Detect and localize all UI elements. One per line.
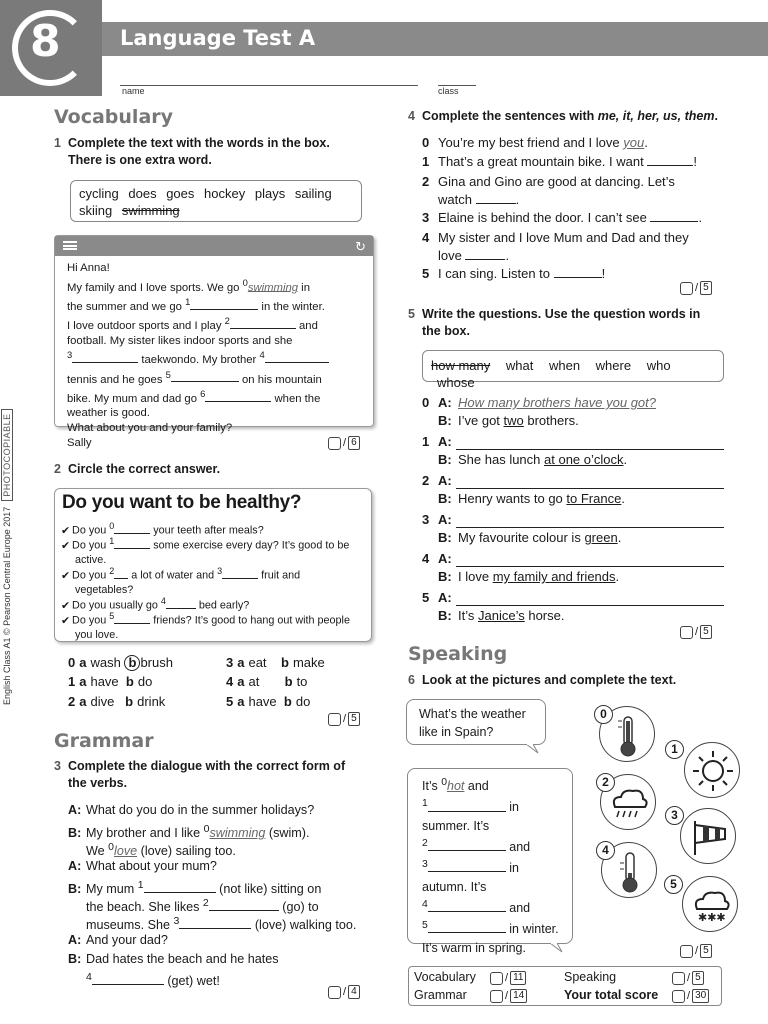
check-icon: ✔ xyxy=(61,524,71,537)
score-box[interactable] xyxy=(680,945,693,958)
ex3-instruction-1: Complete the dialogue with the correct form of xyxy=(68,759,346,773)
option-a[interactable]: have xyxy=(90,674,119,689)
word-item-used: swimming xyxy=(121,203,180,218)
score-box[interactable] xyxy=(328,437,341,450)
health-item: ✔ Do you $^2$ a lot of water and $^3$ fruit and vegetables? xyxy=(61,566,301,597)
health-blank-0[interactable] xyxy=(114,523,150,534)
option-row: 0 a wash b brush xyxy=(68,655,173,670)
ex5-item-0: 0 A: How many brothers have you got? B: I’ve got two brothers. xyxy=(422,395,656,428)
picture-number: 3 xyxy=(665,806,684,825)
name-label: name xyxy=(122,86,145,96)
sun-icon xyxy=(684,742,740,798)
ex5-score: / 5 xyxy=(680,625,712,639)
ex5-instruction: 5 Write the questions. Use the question words in the box. xyxy=(408,307,701,338)
word-item: skiing xyxy=(79,203,113,218)
option-row: 2 a dive b drink xyxy=(68,694,166,709)
page-title: Language Test A xyxy=(120,26,316,50)
question-line-5[interactable] xyxy=(456,605,724,606)
windsock-icon xyxy=(680,808,736,864)
word-item: goes xyxy=(166,186,195,201)
ex2-number: 2 xyxy=(54,462,61,476)
option-a[interactable]: eat xyxy=(248,655,267,670)
ex5-item-2: 2 A: B: Henry wants to go to France. xyxy=(422,473,625,506)
check-icon: ✔ xyxy=(61,599,71,612)
question-line-4[interactable] xyxy=(456,566,724,567)
ex2-instruction xyxy=(54,461,220,478)
health-item: ✔ Do you $^0$ your teeth after meals? xyxy=(61,521,264,537)
ex1-word-box xyxy=(70,180,362,222)
summary-grammar-score: / 14 xyxy=(490,989,527,1003)
email-line: bike. My mum and dad go $^6$ when the xyxy=(67,387,321,405)
ex1-instruction-1: Complete the text with the words in the box. xyxy=(68,136,330,150)
ex4-item: 3 Elaine is behind the door. I can’t see . xyxy=(422,210,703,225)
ex4-blank-4[interactable] xyxy=(465,249,505,260)
score-total: 4 xyxy=(348,985,360,999)
unit-number: 8 xyxy=(30,16,61,67)
dialogue-line: B: My mum $^1$ (not like) sitting on xyxy=(68,879,322,897)
word-item: plays xyxy=(254,186,286,201)
speaking-blank-4[interactable] xyxy=(428,901,506,912)
health-blank-1[interactable] xyxy=(114,538,150,549)
option-row: 3 a eat b make xyxy=(226,655,325,670)
email-line: weather is good. xyxy=(67,407,150,420)
ex4-item: 0 You’re my best friend and I love you. xyxy=(422,135,648,150)
ex4-score: / 5 xyxy=(680,281,712,295)
word-item: what xyxy=(505,358,534,373)
word-item: cycling xyxy=(79,186,119,201)
example-answer: hot xyxy=(447,779,465,794)
picture-number: 2 xyxy=(596,773,615,792)
score-total: 5 xyxy=(700,944,712,958)
summary-vocabulary-label: Vocabulary xyxy=(414,970,476,984)
dialogue-line: A: What do you do in the summer holidays? xyxy=(68,803,315,817)
ex5-item-5: 5 A: B: It’s Janice’s horse. xyxy=(422,590,565,623)
health-item: ✔ Do you $^1$ some exercise every day? It’s good to be active. xyxy=(61,536,350,567)
health-blank-3[interactable] xyxy=(222,568,258,579)
word-item: hockey xyxy=(204,186,246,201)
ex3-score: / 4 xyxy=(328,985,360,999)
summary-total-label: Your total score xyxy=(564,988,659,1002)
answer-blank-6[interactable] xyxy=(205,391,271,402)
ex4-item: 1 That’s a great mountain bike. I want ! xyxy=(422,154,697,169)
menu-icon[interactable] xyxy=(63,241,77,250)
ex2-score: / 5 xyxy=(328,712,360,726)
check-icon: ✔ xyxy=(61,539,71,552)
unit-badge xyxy=(0,0,102,96)
option-a[interactable]: wash xyxy=(90,655,121,670)
dialogue-line: We $^0$love (love) sailing too. xyxy=(86,841,236,859)
grammar-heading: Grammar xyxy=(54,730,154,752)
email-line: Hi Anna! xyxy=(67,262,110,274)
ex4-blank-3[interactable] xyxy=(650,211,698,222)
score-summary xyxy=(408,966,722,1006)
example-answer: How many brothers have you got? xyxy=(458,395,656,410)
option-b[interactable]: make xyxy=(292,655,325,670)
grammar-blank-1[interactable] xyxy=(144,882,216,893)
circled-option[interactable]: b xyxy=(124,655,140,671)
speaking-blank-3[interactable] xyxy=(428,861,506,872)
score-total: 5 xyxy=(700,625,712,639)
summary-grammar-label: Grammar xyxy=(414,988,467,1002)
score-total: 6 xyxy=(348,436,360,450)
copyright-text: English Class A1 © Pearson Central Europe 2017 xyxy=(2,506,12,705)
email-text xyxy=(55,256,373,455)
option-row: 1 a have b do xyxy=(68,674,153,689)
word-item-used: how many xyxy=(431,358,491,373)
score-total: 30 xyxy=(692,989,709,1003)
dialogue-line: B: My brother and I like $^0$swimming (swim). xyxy=(68,823,310,841)
example-answer: swimming xyxy=(209,826,266,841)
summary-vocabulary-score: / 11 xyxy=(490,971,526,985)
picture-number: 5 xyxy=(664,875,683,894)
photocopiable-label: PHOTOCOPIABLE xyxy=(1,409,13,500)
ex3-number: 3 xyxy=(54,759,61,773)
answer-text: It’s $^0$hot and $^1$ in summer. It’s $^2$ and $^3$ in autumn. It’s $^4$ and $^5$ in winter. It’s warm in spring. xyxy=(422,777,559,955)
picture-number: 4 xyxy=(596,841,615,860)
email-line: football. My sister likes indoor sports and she xyxy=(67,334,293,347)
option-a[interactable]: have xyxy=(248,694,277,709)
health-blank-4[interactable] xyxy=(166,598,196,609)
health-title: Do you want to be healthy? xyxy=(62,492,302,513)
score-box[interactable] xyxy=(672,972,685,985)
ex4-blank-5[interactable] xyxy=(554,267,602,278)
word-item: where xyxy=(595,358,632,373)
score-box[interactable] xyxy=(328,986,341,999)
word-item: sailing xyxy=(294,186,332,201)
speaking-heading: Speaking xyxy=(408,643,508,665)
answer-blank-2[interactable] xyxy=(230,318,296,329)
ex5-item-1: 1 A: B: She has lunch at one o’clock. xyxy=(422,434,628,467)
grammar-blank-3[interactable] xyxy=(179,918,251,929)
ex4-item: 5 I can sing. Listen to ! xyxy=(422,266,606,281)
question-text: What’s the weather like in Spain? xyxy=(419,707,526,739)
option-a[interactable]: at xyxy=(248,674,260,689)
score-box[interactable] xyxy=(672,990,685,1003)
answer-blank-5[interactable] xyxy=(171,371,239,382)
email-line: Sally xyxy=(67,436,92,449)
email-line: My family and I love sports. We go $^0$swimming in xyxy=(67,276,310,294)
summary-total-score: / 30 xyxy=(672,989,709,1003)
score-total: 14 xyxy=(510,989,527,1003)
ex1-number: 1 xyxy=(54,136,61,150)
health-item: ✔ Do you usually go $^4$ bed early? xyxy=(61,596,250,612)
snow-cloud-icon xyxy=(682,876,738,932)
speaking-blank-5[interactable] xyxy=(428,922,506,933)
option-row: 5 a have b do xyxy=(226,694,311,709)
email-line: tennis and he goes $^5$ on his mountain xyxy=(67,368,322,386)
health-item: ✔ Do you $^5$ friends? It’s good to hang out with people you love. xyxy=(61,611,350,642)
ex5-number: 5 xyxy=(408,307,415,321)
option-b[interactable]: drink xyxy=(137,694,166,709)
score-total: 11 xyxy=(510,971,526,985)
ex4-blank-1[interactable] xyxy=(647,155,693,166)
svg-text:✱✱✱: ✱✱✱ xyxy=(698,911,726,924)
dialogue-line: A: And your dad? xyxy=(68,933,168,947)
answer-blank-1[interactable] xyxy=(190,299,258,310)
vocabulary-heading: Vocabulary xyxy=(54,106,174,128)
email-toolbar xyxy=(55,236,373,256)
email-line: $^3$ taekwondo. My brother $^4$ xyxy=(67,348,361,367)
ex1-score: / 6 xyxy=(328,436,360,450)
score-total: 5 xyxy=(348,712,360,726)
bubble-tail-icon xyxy=(526,744,540,754)
dialogue-line: B: Dad hates the beach and he hates xyxy=(68,952,279,966)
email-line: the summer and we go $^1$ in the winter. xyxy=(67,295,325,313)
dialogue-line: museums. She $^3$ (love) walking too. xyxy=(86,915,357,933)
ex1-instruction-2: There is one extra word. xyxy=(68,153,212,167)
option-row: 4 a at b to xyxy=(226,674,308,689)
ex6-score: / 5 xyxy=(680,944,712,958)
ex3-instruction-2: the verbs. xyxy=(68,776,128,790)
ex5-word-box xyxy=(422,350,724,390)
question-line-3[interactable] xyxy=(456,527,724,528)
ex3-instruction xyxy=(54,758,345,792)
ex4-number: 4 xyxy=(408,109,415,123)
score-box[interactable] xyxy=(680,282,693,295)
option-b[interactable]: brush xyxy=(140,655,173,670)
health-blank-5[interactable] xyxy=(114,613,150,624)
check-icon: ✔ xyxy=(61,614,71,627)
email-box xyxy=(54,235,374,449)
email-line: What about you and your family? xyxy=(67,421,233,434)
check-icon: ✔ xyxy=(61,569,71,582)
picture-number: 1 xyxy=(665,740,684,759)
question-line-2[interactable] xyxy=(456,488,724,489)
word-item: does xyxy=(128,186,157,201)
email-line: I love outdoor sports and I play $^2$ and xyxy=(67,315,318,333)
score-total: 5 xyxy=(692,971,704,985)
score-box[interactable] xyxy=(328,713,341,726)
option-b[interactable]: to xyxy=(296,674,308,689)
option-b[interactable]: do xyxy=(137,674,153,689)
ex6-instruction: 6 Look at the pictures and complete the text. xyxy=(408,673,677,687)
example-answer: you xyxy=(623,135,645,150)
ex4-item: 2 Gina and Gino are good at dancing. Let’s watch . xyxy=(422,174,675,207)
grammar-blank-2[interactable] xyxy=(209,900,279,911)
ex4-item: 4 My sister and I love Mum and Dad and they love . xyxy=(422,230,689,263)
name-line[interactable] xyxy=(120,85,418,86)
dialogue-line: the beach. She likes $^2$ (go) to xyxy=(86,897,319,915)
answer-blank-3[interactable] xyxy=(72,352,138,363)
ex4-blank-2[interactable] xyxy=(476,193,516,204)
word-item: who xyxy=(646,358,671,373)
side-copyright xyxy=(2,409,12,705)
ex1-instruction xyxy=(54,135,330,169)
title-bar xyxy=(102,22,768,56)
score-box[interactable] xyxy=(490,990,503,1003)
summary-speaking-label: Speaking xyxy=(564,970,617,984)
word-item: when xyxy=(548,358,581,373)
speaking-blank-2[interactable] xyxy=(428,840,506,851)
example-answer: love xyxy=(114,844,138,859)
ex4-instruction: 4 Complete the sentences with me, it, her, us, them. xyxy=(408,109,718,123)
score-box[interactable] xyxy=(490,972,503,985)
speaking-blank-1[interactable] xyxy=(428,801,506,812)
summary-speaking-score: / 5 xyxy=(672,971,704,985)
option-b[interactable]: do xyxy=(295,694,311,709)
ex5-item-3: 3 A: B: My favourite colour is green. xyxy=(422,512,622,545)
health-box xyxy=(54,488,372,642)
ex5-item-4: 4 A: B: I love my family and friends. xyxy=(422,551,620,584)
refresh-icon[interactable]: ↻ xyxy=(355,239,366,254)
class-label: class xyxy=(438,86,459,96)
ex6-number: 6 xyxy=(408,673,415,687)
dialogue-line: A: What about your mum? xyxy=(68,859,217,873)
example-answer: swimming xyxy=(247,281,299,294)
answer-blank-4[interactable] xyxy=(265,352,329,363)
score-box[interactable] xyxy=(680,626,693,639)
health-blank-2[interactable] xyxy=(114,568,128,579)
ex2-instruction-text: Circle the correct answer. xyxy=(68,462,221,476)
word-item: whose xyxy=(437,375,475,390)
dialogue-line: $^4$ (get) wet! xyxy=(86,971,220,989)
score-total: 5 xyxy=(700,281,712,295)
picture-number: 0 xyxy=(594,705,613,724)
question-line-1[interactable] xyxy=(456,449,724,450)
grammar-blank-4[interactable] xyxy=(92,974,164,985)
option-a[interactable]: dive xyxy=(90,694,115,709)
